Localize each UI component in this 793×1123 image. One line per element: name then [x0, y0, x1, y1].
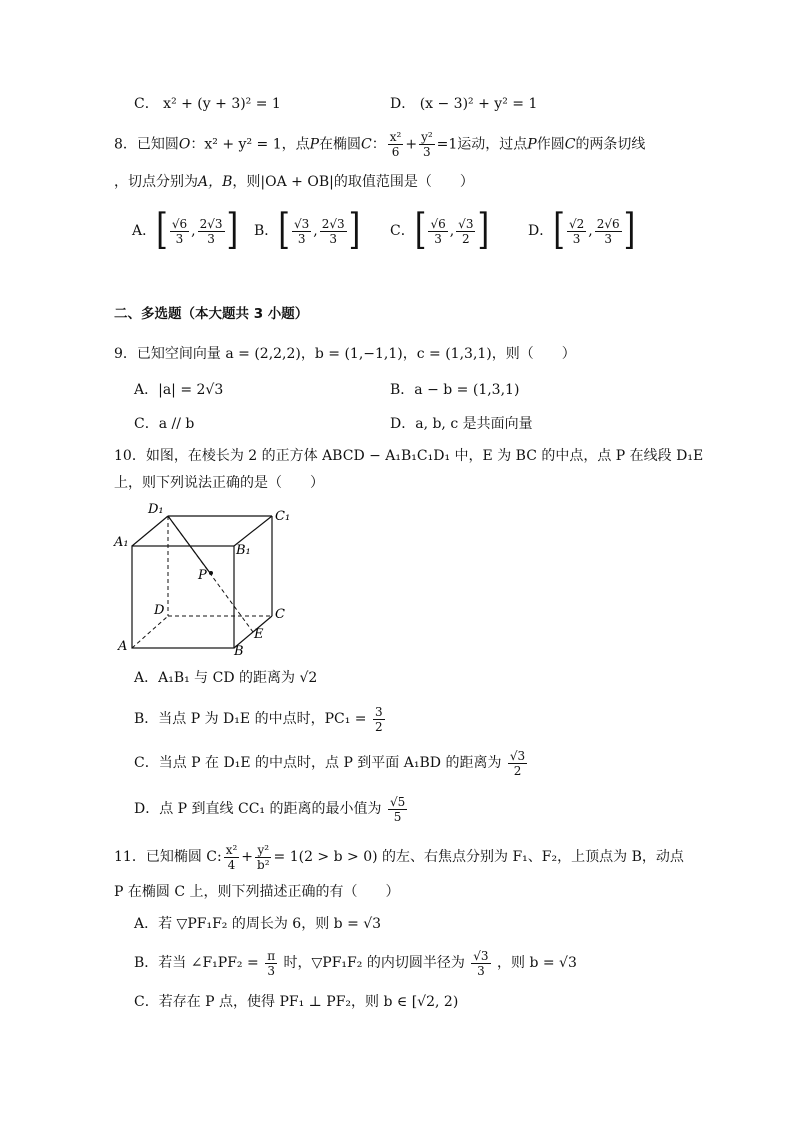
numerator: √3	[509, 748, 526, 763]
q8-stem-line1	[114, 130, 645, 159]
q10-option-c	[134, 748, 529, 778]
numerator: √3	[458, 216, 474, 231]
numerator: √6	[171, 216, 188, 231]
text: 的取值范围是（ ）	[333, 174, 474, 190]
denominator: 3	[267, 963, 275, 978]
bracket-right: ]	[348, 205, 361, 255]
q10-stem-line1: 10．如图，在棱长为 2 的正方体 ABCD − A₁B₁C₁D₁ 中，E 为 BC 的中点，点 P 在线段 D₁E	[114, 448, 704, 464]
label-P: P	[198, 568, 207, 583]
option-expr: (x − 3)² + y² = 1	[419, 96, 538, 112]
bracket-right: ]	[477, 205, 490, 255]
section-heading: 二、多选题（本大题共 3 小题）	[114, 306, 309, 322]
text: +	[405, 136, 418, 153]
fraction	[508, 749, 527, 778]
text: B．当点 P 为 D₁E 的中点时，PC₁ =	[134, 711, 367, 727]
cube-front-face	[132, 546, 234, 648]
option-label: B．	[254, 223, 279, 239]
denominator: 2	[374, 719, 383, 734]
q11-option-b	[134, 948, 577, 978]
denominator: 4	[227, 857, 236, 872]
q8-option-c	[390, 205, 490, 255]
text: B．若当 ∠F₁PF₂ =	[134, 955, 259, 971]
q10-option-a: A．A₁B₁ 与 CD 的距离为 √2	[134, 670, 318, 686]
fraction	[388, 130, 404, 159]
var: C	[564, 136, 576, 153]
q9-option-d: D．a, b, c 是共面向量	[390, 416, 533, 432]
text: 在椭圆	[319, 136, 362, 153]
bracket-left: [	[156, 205, 168, 255]
q10-option-b	[134, 704, 387, 734]
text: ，则 b = √3	[497, 955, 577, 971]
label-B1: B₁	[236, 543, 251, 558]
denominator: 3	[329, 231, 338, 246]
fraction	[595, 217, 622, 246]
var: P	[309, 136, 320, 153]
fraction	[567, 217, 586, 246]
label-E: E	[254, 627, 264, 642]
text: 8．已知圆	[114, 136, 179, 153]
q9-stem: 9．已知空间向量 a = (2,2,2)，b = (1,−1,1)，c = (1,3,1)，则（ ）	[114, 346, 576, 362]
denominator: 3	[297, 231, 306, 246]
numerator: 3	[374, 704, 383, 719]
bracket-left: [	[278, 205, 291, 255]
var: O	[178, 136, 191, 153]
q11-stem-line2: P 在椭圆 C 上，则下列描述正确的有（ ）	[114, 884, 400, 900]
numerator: y²	[257, 842, 270, 857]
text: 11．已知椭圆 C:	[114, 849, 222, 865]
numerator: 2√3	[199, 216, 223, 231]
fraction	[471, 949, 490, 978]
fraction	[224, 843, 240, 872]
text: =1	[436, 136, 458, 153]
fraction	[255, 843, 272, 872]
fraction	[388, 795, 407, 824]
q9-option-c: C．a // b	[134, 416, 195, 432]
numerator: y²	[421, 130, 433, 144]
option-expr: x² + (y + 3)² = 1	[163, 96, 281, 112]
denominator: 6	[391, 145, 400, 159]
label-A: A	[118, 639, 128, 654]
numerator: 2√3	[321, 216, 345, 231]
text: 作圆	[536, 136, 565, 153]
var: C	[361, 136, 372, 153]
q11-option-a: A．若 ▽PF₁F₂ 的周长为 6，则 b = √3	[134, 916, 382, 932]
option-label: C．	[390, 223, 415, 239]
text: ：	[371, 136, 386, 153]
q11-option-c: C．若存在 P 点，使得 PF₁ ⊥ PF₂，则 b ∈ [√2, 2)	[134, 994, 459, 1010]
fraction	[170, 217, 189, 246]
segment-D1P-visible	[168, 516, 210, 573]
denominator: 3	[423, 145, 431, 159]
label-B: B	[234, 644, 244, 658]
text: C．当点 P 在 D₁E 的中点时，点 P 到平面 A₁BD 的距离为	[134, 755, 502, 771]
q11-stem-line1	[114, 842, 684, 872]
denominator: 3	[434, 231, 442, 246]
comma: ,	[313, 223, 318, 239]
text: 运动，过点	[457, 136, 528, 153]
label-D: D	[154, 603, 165, 618]
text: ，切点分别为	[114, 174, 198, 190]
numerator: √3	[294, 216, 310, 231]
q9-option-a: A．|a| = 2√3	[134, 382, 224, 398]
label-C1: C₁	[275, 509, 291, 524]
denominator: 3	[207, 231, 215, 246]
text: ，点	[281, 136, 310, 153]
q8-option-a	[132, 205, 239, 255]
numerator: √3	[473, 948, 489, 963]
text: D．点 P 到直线 CC₁ 的距离的最小值为	[134, 801, 382, 817]
numerator: √5	[389, 794, 406, 809]
fraction	[265, 949, 277, 978]
fraction	[373, 705, 385, 734]
denominator: 2	[513, 763, 522, 778]
fraction	[292, 217, 311, 246]
numerator: x²	[389, 130, 402, 144]
numerator: √2	[568, 216, 585, 231]
numerator: x²	[225, 842, 238, 857]
fraction	[419, 130, 435, 159]
edge-AD-hidden	[132, 616, 168, 648]
text: ：x² + y² = 1	[190, 136, 282, 153]
text: = 1(2 > b > 0) 的左、右焦点分别为 F₁、F₂，上顶点为 B，动点	[273, 849, 684, 865]
label-D1: D₁	[148, 502, 164, 517]
bracket-right: ]	[226, 205, 239, 255]
numerator: π	[267, 948, 276, 963]
q10-option-d	[134, 794, 409, 824]
text: +	[241, 849, 254, 865]
denominator: 3	[477, 963, 485, 978]
point-P	[209, 571, 213, 575]
var: P	[527, 136, 537, 153]
edge-B1C1	[234, 516, 272, 546]
option-label: C．	[134, 96, 159, 112]
q10-stem-line2: 上，则下列说法正确的是（ ）	[114, 475, 324, 491]
bracket-left: [	[553, 205, 565, 255]
label-C: C	[275, 607, 285, 622]
fraction	[456, 217, 475, 246]
q9-option-b: B．a − b = (1,3,1)	[390, 382, 520, 398]
q8-option-d	[528, 205, 636, 255]
fraction	[320, 217, 347, 246]
option-label: D．	[390, 96, 416, 112]
bracket-left: [	[414, 205, 427, 255]
denominator: 5	[393, 809, 402, 824]
numerator: √6	[430, 216, 446, 231]
text: 的两条切线	[575, 136, 646, 153]
comma: ,	[588, 223, 593, 239]
q8-stem-line2	[114, 172, 474, 192]
bracket-right: ]	[623, 205, 636, 255]
label-A1: A₁	[114, 535, 129, 550]
vector-expr: |OA + OB|	[260, 174, 334, 190]
text: ，则	[232, 174, 261, 190]
denominator: 2	[461, 231, 470, 246]
edge-A1D1	[132, 516, 168, 546]
fraction	[428, 217, 447, 246]
comma: ,	[191, 223, 196, 239]
q7-option-d	[390, 94, 537, 114]
q8-option-b	[254, 205, 361, 255]
comma: ,	[449, 223, 455, 239]
fraction	[198, 217, 225, 246]
var: A，B	[198, 174, 233, 190]
denominator: 3	[175, 231, 184, 246]
denominator: b²	[257, 857, 270, 872]
denominator: 3	[572, 231, 581, 246]
text: 时，▽PF₁F₂ 的内切圆半径为	[283, 955, 465, 971]
cube-figure	[110, 498, 300, 658]
option-label: A．	[132, 223, 157, 239]
q7-option-c	[134, 94, 281, 114]
option-label: D．	[528, 223, 554, 239]
denominator: 3	[604, 231, 612, 246]
numerator: 2√6	[596, 216, 620, 231]
